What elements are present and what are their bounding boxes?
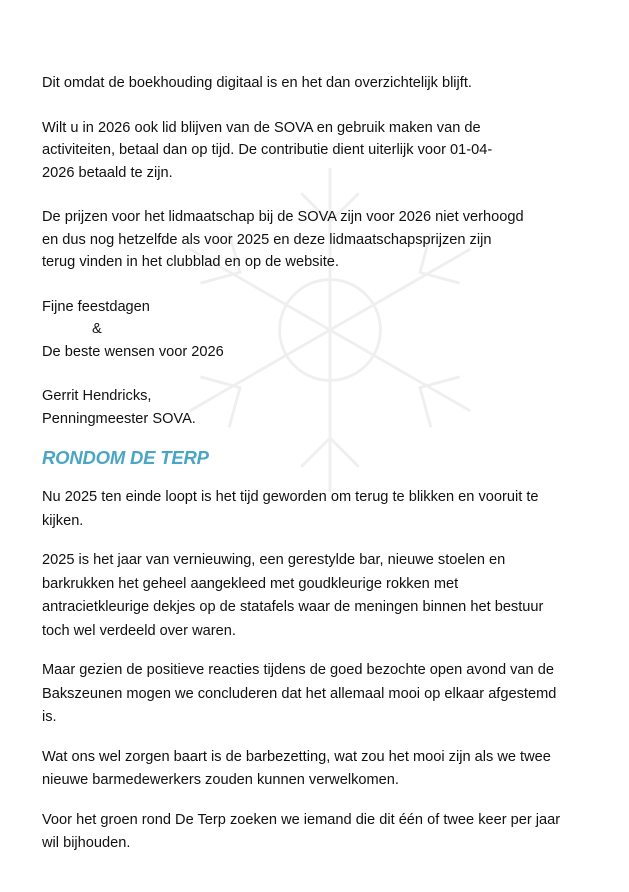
text-line: activiteiten, betaal dan op tijd. De contributie dient uiterlijk voor 01-04-: [42, 142, 493, 158]
section-heading-rondom-de-terp: RONDOM DE TERP: [42, 447, 209, 468]
document-page: [42, 72, 602, 872]
text-line: terug vinden in het clubblad en op de website.: [42, 254, 339, 270]
paragraph-bar-staffing: [42, 746, 602, 793]
signature-role: Penningmeester SOVA.: [42, 410, 196, 427]
text-line: kijken.: [42, 512, 84, 529]
paragraph-positive-reactions: [42, 659, 602, 730]
greeting-line: De beste wensen voor 2026: [42, 343, 224, 360]
text-line: is.: [42, 709, 57, 725]
text-line: wil bijhouden.: [42, 835, 131, 851]
paragraph-bookkeeping: [42, 72, 602, 95]
text-line: en dus nog hetzelfde als voor 2025 en deze lidmaatschapsprijzen zijn: [42, 231, 492, 248]
text-line: Bakszeunen mogen we concluderen dat het allemaal mooi op elkaar afgestemd: [42, 685, 557, 702]
paragraph-renewal: [42, 549, 602, 643]
text-line: toch wel verdeeld over waren.: [42, 622, 236, 639]
greeting-line: Fijne feestdagen: [42, 298, 150, 315]
text-line: barkrukken het geheel aangekleed met goudkleurige rokken met: [42, 575, 459, 592]
text-line: Wat ons wel zorgen baart is de barbezetting, wat zou het mooi zijn als we twee: [42, 748, 551, 765]
text-line: antracietkleurige dekjes op de statafels waar de meningen binnen het bestuur: [42, 599, 544, 615]
text-line: nieuwe barmedewerkers zouden kunnen verwelkomen.: [42, 772, 399, 788]
signature: [42, 385, 602, 430]
text-line: Voor het groen rond De Terp zoeken we iemand die dit één of twee keer per jaar: [42, 811, 561, 828]
text-line: De prijzen voor het lidmaatschap bij de SOVA zijn voor 2026 niet verhoogd: [42, 209, 524, 225]
text-line: Wilt u in 2026 ook lid blijven van de SOVA en gebruik maken van de: [42, 119, 481, 136]
paragraph-membership-prices: [42, 206, 602, 274]
paragraph-year-end: [42, 486, 602, 533]
text-line: 2025 is het jaar van vernieuwing, een gerestylde bar, nieuwe stoelen en: [42, 552, 506, 568]
text-line: Dit omdat de boekhouding digitaal is en het dan overzichtelijk blijft.: [42, 75, 472, 91]
text-line: Maar gezien de positieve reacties tijdens de goed bezochte open avond van de: [42, 662, 554, 678]
paragraph-membership-payment: [42, 117, 602, 185]
greeting-ampersand: &: [92, 321, 102, 337]
text-line: Nu 2025 ten einde loopt is het tijd geworden om terug te blikken en vooruit te: [42, 489, 539, 505]
paragraph-garden-maintenance: [42, 809, 602, 856]
signature-name: Gerrit Hendricks,: [42, 388, 152, 404]
text-line: 2026 betaald te zijn.: [42, 164, 173, 181]
holiday-greeting: [42, 296, 602, 364]
